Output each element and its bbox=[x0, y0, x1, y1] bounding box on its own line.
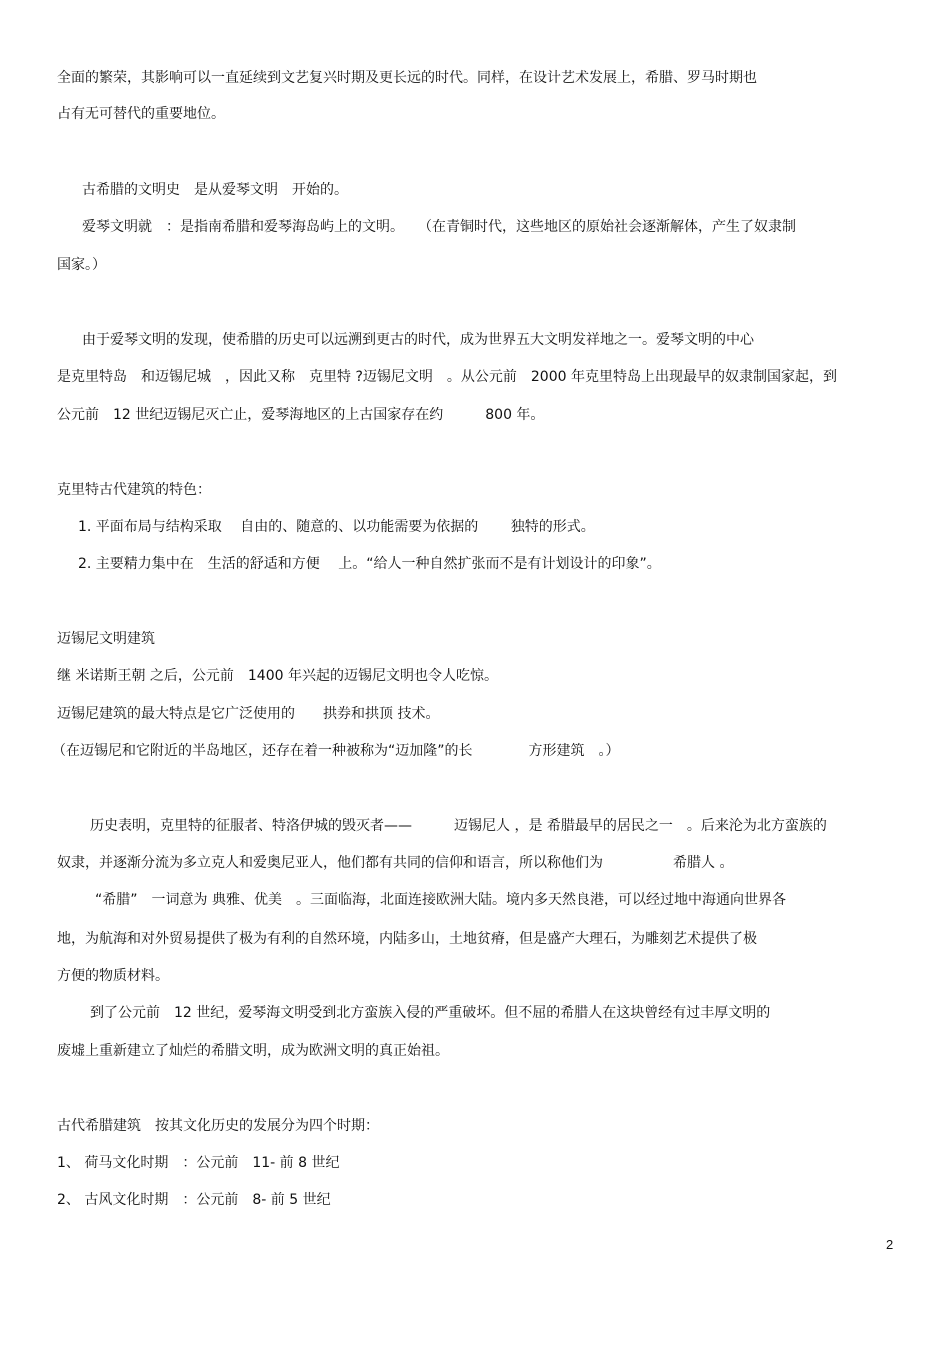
paragraph-line: 由于爱琴文明的发现，使希腊的历史可以远溯到更古的时代，成为世界五大文明发祥地之一。爱琴文明的中心 bbox=[82, 332, 754, 348]
paragraph-line: 占有无可替代的重要地位。 bbox=[57, 106, 225, 122]
list-item: 2、 古风文化时期 ：公元前 8- 前 5 世纪 bbox=[57, 1192, 331, 1208]
page-number: 2 bbox=[886, 1237, 894, 1252]
paragraph-line: 是克里特岛 和迈锡尼城 ，因此又称 克里特 ?迈锡尼文明 。从公元前 2000 年克里特岛上出现最早的奴隶制国家起，到 bbox=[57, 369, 837, 385]
list-item: 1、 荷马文化时期 ：公元前 11- 前 8 世纪 bbox=[57, 1155, 340, 1171]
section-heading: 克里特古代建筑的特色： bbox=[57, 482, 211, 498]
paragraph-line: 方便的物质材料。 bbox=[57, 968, 169, 984]
paragraph-line: “希腊” 一词意为 典雅、优美 。三面临海，北面连接欧洲大陆。境内多天然良港，可以经过地中海通向世界各 bbox=[95, 892, 786, 908]
section-heading: 古代希腊建筑 按其文化历史的发展分为四个时期： bbox=[57, 1118, 379, 1134]
paragraph-line: 爱琴文明就 ：是指南希腊和爱琴海岛屿上的文明。 （在青铜时代，这些地区的原始社会逐渐解体，产生了奴隶制 bbox=[82, 219, 796, 235]
section-heading: 迈锡尼文明建筑 bbox=[57, 631, 155, 647]
list-item: 2. 主要精力集中在 生活的舒适和方便 上。“给人一种自然扩张而不是有计划设计的印象”。 bbox=[78, 556, 661, 572]
paragraph-line: 继 米诺斯王朝 之后，公元前 1400 年兴起的迈锡尼文明也令人吃惊。 bbox=[57, 668, 498, 684]
list-item: 1. 平面布局与结构采取 自由的、随意的、以功能需要为依据的 独特的形式。 bbox=[78, 519, 595, 535]
paragraph-line: 到了公元前 12 世纪，爱琴海文明受到北方蛮族入侵的严重破坏。但不屈的希腊人在这块曾经有过丰厚文明的 bbox=[90, 1005, 771, 1021]
paragraph-line: 全面的繁荣，其影响可以一直延续到文艺复兴时期及更长远的时代。同样，在设计艺术发展上，希腊、罗马时期也 bbox=[57, 70, 757, 86]
paragraph-line: 历史表明，克里特的征服者、特洛伊城的毁灭者—— 迈锡尼人 ，是 希腊最早的居民之一 。后来沦为北方蛮族的 bbox=[90, 818, 827, 834]
paragraph-line: 迈锡尼建筑的最大特点是它广泛使用的 拱券和拱顶 技术。 bbox=[57, 706, 440, 722]
paragraph-line: 废墟上重新建立了灿烂的希腊文明，成为欧洲文明的真正始祖。 bbox=[57, 1043, 449, 1059]
paragraph-line: 国家。） bbox=[57, 257, 106, 273]
paragraph-line: 奴隶，并逐渐分流为多立克人和爱奥尼亚人，他们都有共同的信仰和语言，所以称他们为 希腊人 。 bbox=[57, 855, 734, 871]
paragraph-line: 古希腊的文明史 是从爱琴文明 开始的。 bbox=[82, 182, 348, 198]
paragraph-line: 公元前 12 世纪迈锡尼灭亡止，爱琴海地区的上古国家存在约 800 年。 bbox=[57, 407, 545, 423]
paragraph-line: 地，为航海和对外贸易提供了极为有利的自然环境，内陆多山，土地贫瘠，但是盛产大理石，为雕刻艺术提供了极 bbox=[57, 931, 757, 947]
paragraph-line: （在迈锡尼和它附近的半岛地区，还存在着一种被称为“迈加隆”的长 方形建筑 。） bbox=[52, 743, 620, 759]
